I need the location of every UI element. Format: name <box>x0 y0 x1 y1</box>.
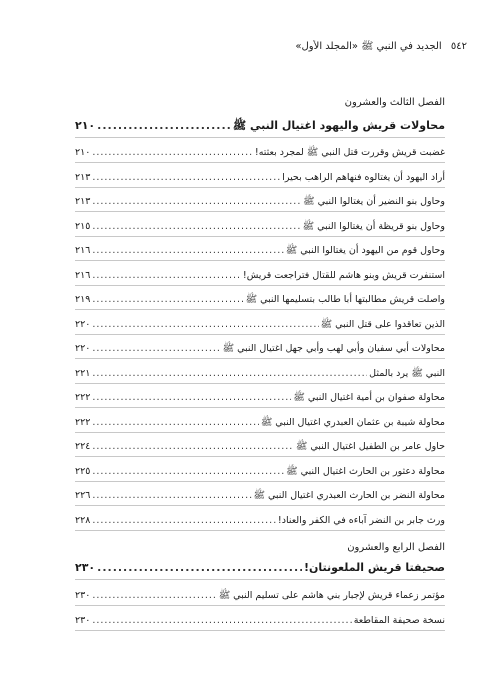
header-book-title: الجديد في النبي ﷺ «المجلد الأول» <box>295 41 442 52</box>
dot-leader <box>92 416 259 429</box>
entry-divider <box>75 358 445 359</box>
toc-entry-page: ٢٢٠ <box>75 343 91 354</box>
toc-entry-page: ٢١٦ <box>75 245 91 256</box>
toc-entry[interactable] <box>75 440 445 453</box>
toc-entry-title: أراد اليهود أن يغتالوه فنهاهم الراهب بحيرا <box>282 171 445 183</box>
dot-leader <box>92 440 294 453</box>
chapter-label: الفصل الثالث والعشرون <box>344 97 445 108</box>
running-header <box>30 40 467 54</box>
dot-leader <box>92 489 251 502</box>
toc-entry[interactable] <box>75 244 445 257</box>
toc-entry-page: ٢٢٢ <box>75 416 91 428</box>
entry-divider <box>75 260 445 261</box>
toc-entry[interactable] <box>75 589 445 602</box>
toc-entry-page: ٢٢٢ <box>75 392 91 403</box>
dot-leader <box>92 589 216 602</box>
toc-entry-page: ٢١٠ <box>75 147 91 158</box>
toc-entry[interactable] <box>75 293 445 306</box>
dot-leader <box>92 269 241 282</box>
dot-leader <box>92 195 301 208</box>
entry-divider <box>75 211 445 212</box>
toc-entry-title: نسخة صحيفة المقاطعة <box>353 614 445 626</box>
toc-entry-page: ٢١٣ <box>75 171 91 183</box>
toc-entry[interactable] <box>75 465 445 478</box>
toc-entry[interactable] <box>75 195 445 208</box>
toc-entry-title: محاولة دعثور بن الحارث اغتيال النبي ﷺ <box>286 465 445 477</box>
entry-divider <box>75 187 445 188</box>
dot-leader <box>97 561 302 575</box>
entry-divider <box>75 630 445 631</box>
toc-entry-title: وحاول بنو قريظة أن يغتالوا النبي ﷺ <box>302 220 445 232</box>
chapter-heading: صحيفتا قريش الملعونتان! <box>304 561 445 574</box>
entry-divider <box>75 236 445 237</box>
toc-entry-page: ٢٢٦ <box>75 490 91 501</box>
dot-leader <box>92 220 300 233</box>
toc-entry-title: مؤتمر زعماء قريش لإجبار بني هاشم على تسليم النبي ﷺ <box>218 590 445 601</box>
chapter-heading-entry[interactable] <box>75 561 445 575</box>
toc-entry-page: ٢٣٠ <box>75 614 91 626</box>
toc-entry[interactable] <box>75 614 445 627</box>
toc-entry-page: ٢١٦ <box>75 269 91 281</box>
toc-entry-title: وحاول بنو النضير أن يغتالوا النبي ﷺ <box>303 196 445 207</box>
entry-divider <box>75 285 445 286</box>
toc-entry-page: ٢٢٨ <box>75 514 91 526</box>
toc-entry[interactable] <box>75 416 445 429</box>
dot-leader <box>92 391 291 404</box>
dot-leader <box>92 367 367 380</box>
entry-divider <box>75 432 445 433</box>
toc-entry[interactable] <box>75 391 445 404</box>
toc-entry[interactable] <box>75 220 445 233</box>
entry-divider <box>75 456 445 457</box>
entry-divider <box>75 530 445 531</box>
dot-leader <box>92 465 284 478</box>
entry-divider <box>75 407 445 408</box>
toc-entry-page: ٢٢٤ <box>75 441 91 452</box>
entry-divider <box>75 334 445 335</box>
dot-leader <box>92 342 220 355</box>
toc-entry-page: ٢١٩ <box>75 294 91 305</box>
entry-divider <box>75 605 445 606</box>
toc-entry-page: ٢٢٠ <box>75 318 91 330</box>
toc-entry-page: ٢١٥ <box>75 220 91 232</box>
toc-entry-title: محاولات أبي سفيان وأبي لهب وأبي جهل اغتيال النبي ﷺ <box>222 343 445 354</box>
toc-entry-title: ورث جابر بن النضر آباءه في الكفر والعناد! <box>277 514 445 526</box>
dot-leader <box>92 293 243 306</box>
header-page-number: ٥٤٢ <box>450 41 467 52</box>
dot-leader <box>92 171 280 184</box>
dot-leader <box>92 244 283 257</box>
dot-leader <box>97 119 231 133</box>
toc-entry-title: حاول عامر بن الطفيل اغتيال النبي ﷺ <box>295 441 445 452</box>
toc-entry[interactable] <box>75 269 445 282</box>
entry-divider <box>75 481 445 482</box>
toc-entry-title: واصلت قريش مطالبتها أبا طالب بتسليمها النبي ﷺ <box>245 294 445 305</box>
dot-leader <box>92 146 253 159</box>
heading-rule <box>75 137 445 138</box>
dot-leader <box>92 514 276 527</box>
chapter-heading-page: ٢١٠ <box>75 119 96 132</box>
toc-entry-title: محاولة النضر بن الحارث العبدري اغتيال النبي ﷺ <box>253 490 445 501</box>
entry-divider <box>75 309 445 310</box>
heading-rule <box>75 579 445 580</box>
toc-entry-page: ٢١٣ <box>75 196 91 207</box>
toc-entry[interactable] <box>75 171 445 184</box>
dot-leader <box>92 614 351 627</box>
chapter-label: الفصل الرابع والعشرون <box>347 542 445 553</box>
toc-entry-title: النبي ﷺ يرد بالمثل <box>369 367 445 379</box>
toc-entry-page: ٢٢١ <box>75 367 91 379</box>
toc-entry[interactable] <box>75 489 445 502</box>
toc-entry[interactable] <box>75 342 445 355</box>
toc-entry-title: محاولة شيبة بن عثمان العبدري اغتيال النبي ﷺ <box>260 416 445 428</box>
toc-entry-title: الذين تعاقدوا على قتل النبي ﷺ <box>320 318 445 330</box>
toc-entry-title: محاولة صفوان بن أمية اغتيال النبي ﷺ <box>293 392 445 403</box>
toc-entry-title: استنفرت قريش وبنو هاشم للقتال فتراجعت قريش! <box>242 269 445 281</box>
toc-entry-title: غضبت قريش وقررت قتل النبي ﷺ لمجرد بعثته! <box>254 147 445 158</box>
toc-entry-title: وحاول قوم من اليهود أن يغتالوا النبي ﷺ <box>285 245 445 256</box>
toc-entry-page: ٢٣٠ <box>75 590 91 601</box>
toc-entry-page: ٢٢٥ <box>75 465 91 477</box>
toc-entry[interactable] <box>75 514 445 527</box>
chapter-heading-page: ٢٣٠ <box>75 561 96 574</box>
toc-entry[interactable] <box>75 318 445 331</box>
entry-divider <box>75 383 445 384</box>
dot-leader <box>92 318 318 331</box>
entry-divider <box>75 162 445 163</box>
toc-entry[interactable] <box>75 367 445 380</box>
entry-divider <box>75 505 445 506</box>
toc-entry[interactable] <box>75 146 445 159</box>
chapter-heading: محاولات قريش واليهود اغتيال النبي ﷺ <box>232 119 445 132</box>
chapter-heading-entry[interactable] <box>75 119 445 133</box>
